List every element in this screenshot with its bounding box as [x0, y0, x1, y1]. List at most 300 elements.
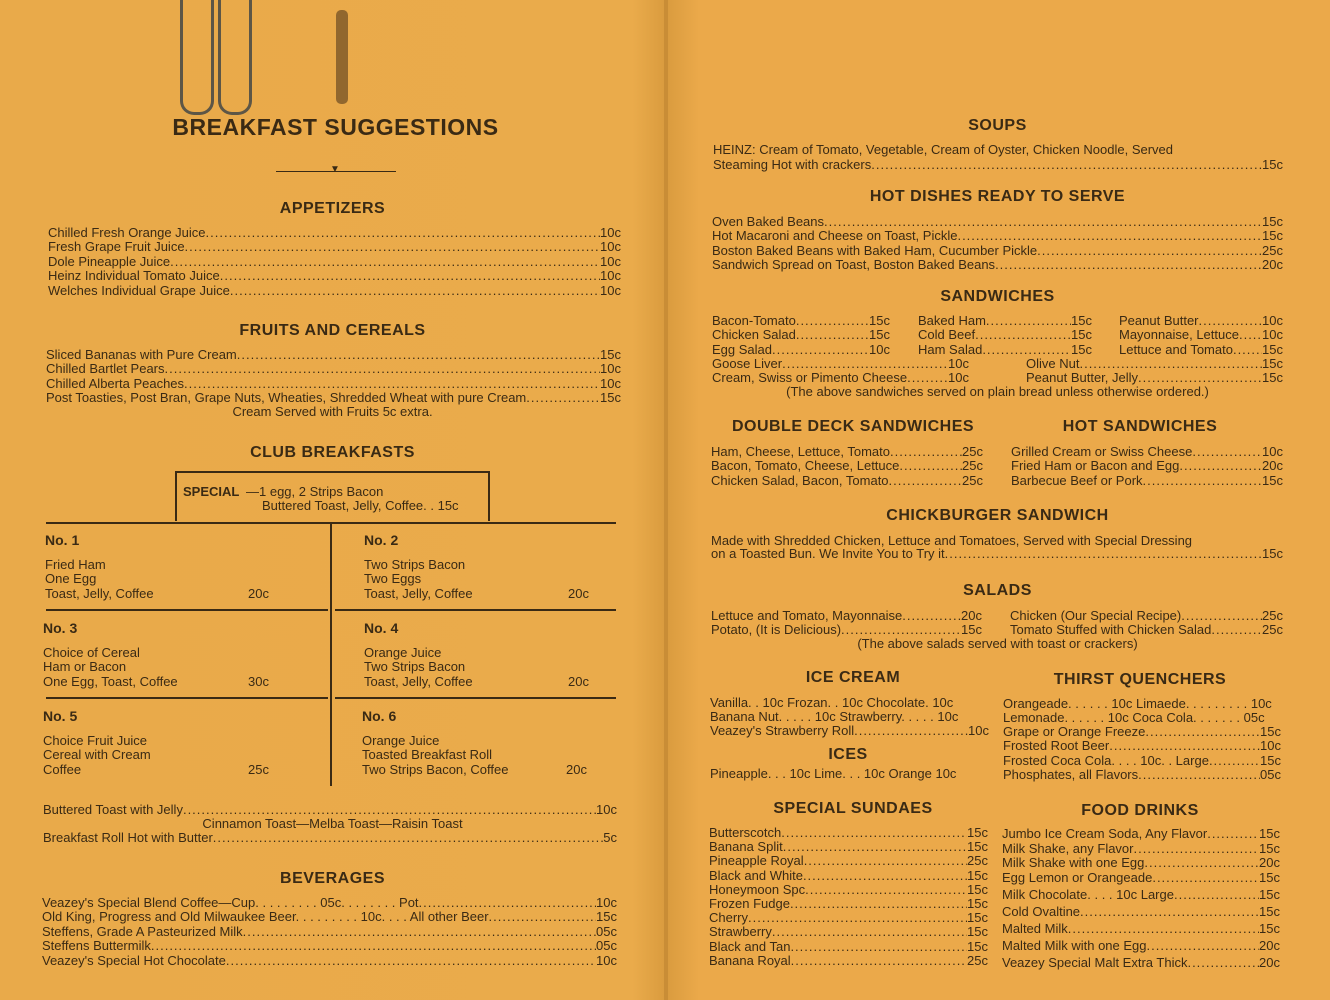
item-price: 10c: [948, 371, 969, 385]
item-price: 25c: [962, 459, 983, 474]
menu-item: [709, 826, 988, 840]
ice-cream-line: Banana Nut. . . . . 10c Strawberry. . . . . 10c: [710, 709, 959, 724]
special-label: SPECIAL: [183, 484, 240, 499]
menu-item: [1119, 314, 1283, 328]
item-price: 15c: [1259, 871, 1280, 885]
item-price: 10c: [600, 240, 621, 255]
item-name: Ham Salad: [918, 342, 983, 357]
menu-item: [709, 840, 988, 854]
item-price: 15c: [1259, 888, 1280, 902]
item-name: on a Toasted Bun. We Invite You to Try it: [711, 547, 945, 561]
dot-leader: [165, 362, 601, 376]
item-name: Chicken Salad: [712, 328, 796, 343]
menu-item: [43, 803, 617, 817]
dot-leader: [1080, 905, 1259, 919]
dot-leader: [1109, 739, 1260, 753]
club-item: Toast, Jelly, Coffee: [364, 673, 473, 689]
club-item: Choice Fruit Juice: [43, 733, 148, 748]
item-price: 10c: [600, 226, 621, 240]
club-item: Fried Ham: [45, 557, 106, 572]
menu-item: [1002, 827, 1280, 841]
item-name: Cream, Swiss or Pimento Cheese: [712, 371, 908, 385]
dot-leader: [890, 445, 962, 459]
item-price: 15c: [967, 939, 988, 954]
item-name: Egg Salad: [712, 342, 772, 357]
dot-leader: [243, 925, 596, 939]
item-price: 10c: [600, 269, 621, 284]
dot-leader: [1233, 343, 1262, 357]
item-name: Welches Individual Grape Juice: [48, 283, 230, 298]
item-price: 15c: [1262, 473, 1283, 488]
item-price: 15c: [967, 897, 988, 911]
menu-item: [1002, 842, 1280, 856]
item-name: Tomato Stuffed with Chicken Salad: [1010, 623, 1212, 638]
grid-line: [46, 609, 328, 611]
item-name: Sliced Bananas with Pure Cream: [46, 348, 237, 362]
section-heading: THIRST QUENCHERS: [1053, 671, 1227, 688]
item-name: Cherry: [709, 911, 749, 926]
menu-item: [712, 371, 969, 385]
section-heading: HOT SANDWICHES: [1062, 418, 1218, 435]
club-item: Two Strips Bacon, Coffee: [362, 761, 509, 777]
menu-item: [712, 229, 1283, 243]
club-item: Toast, Jelly, Coffee: [45, 585, 154, 601]
ices-line: Pineapple. . . 10c Lime. . . 10c Orange 10c: [710, 766, 957, 781]
dot-leader: [1209, 754, 1260, 768]
menu-item: [918, 343, 1092, 357]
dot-leader: [1147, 939, 1260, 953]
item-name: Milk Shake, any Flavor: [1002, 842, 1134, 856]
item-name: Grape or Orange Freeze: [1003, 725, 1146, 739]
item-name: Steaming Hot with crackers: [713, 158, 872, 172]
item-name: Heinz Individual Tomato Juice: [48, 269, 220, 284]
item-name: Lettuce and Tomato, Mayonnaise: [711, 609, 903, 623]
item-price: 25c: [967, 854, 988, 869]
menu-item: [713, 158, 1283, 172]
club-item: Two Strips Bacon: [364, 557, 466, 572]
menu-item: [48, 269, 621, 283]
dot-leader: [957, 229, 1262, 243]
club-item: Two Strips Bacon: [364, 659, 466, 675]
menu-item: [918, 328, 1092, 342]
menu-item: [43, 831, 617, 845]
item-name: Post Toasties, Post Bran, Grape Nuts, Wheaties, Shredded Wheat with pure Cream: [46, 391, 527, 406]
item-price: 10c: [600, 283, 621, 298]
dot-leader: [1134, 842, 1260, 856]
section-heading: ICE CREAM: [805, 669, 901, 686]
menu-item: [709, 925, 988, 939]
dot-leader: [1211, 623, 1262, 637]
dot-leader: [995, 258, 1262, 272]
menu-item: [709, 940, 988, 954]
ornament-icon: ▼: [330, 164, 340, 175]
menu-item: [1003, 754, 1281, 768]
paper-clip-icon: [180, 0, 214, 115]
item-name: Frosted Coca Cola. . . . 10c. . Large: [1003, 753, 1209, 768]
menu-item: [712, 357, 969, 371]
item-name: Veazey's Special Blend Coffee—Cup. . . . . . . . . 05c. . . . . . . . Pot: [42, 896, 419, 910]
item-price: 10c: [1262, 328, 1283, 343]
item-price: 25c: [962, 473, 983, 488]
item-name: Strawberry: [709, 925, 772, 940]
item-price: 15c: [1262, 158, 1283, 172]
menu-item: [1010, 609, 1283, 623]
item-name: Barbecue Beef or Pork: [1011, 473, 1143, 488]
item-price: 25c: [962, 445, 983, 459]
soup-description: HEINZ: Cream of Tomato, Vegetable, Cream of Oyster, Chicken Noodle, Served: [713, 142, 1174, 157]
dot-leader: [1239, 328, 1262, 342]
item-price: 20c: [1259, 939, 1280, 953]
item-price: 15c: [1071, 314, 1092, 328]
item-price: 10c: [1262, 445, 1283, 459]
menu-item: [42, 896, 617, 910]
item-name: Peanut Butter: [1119, 314, 1199, 328]
club-item: Two Eggs: [364, 571, 422, 587]
item-price: 10c: [869, 342, 890, 357]
item-name: Potato, (It is Delicious): [711, 623, 842, 638]
dot-leader: [220, 269, 600, 283]
ice-cream-line: Vanilla. . 10c Frozan. . 10c Chocolate. 10c: [710, 695, 954, 710]
club-number: No. 6: [362, 708, 397, 724]
item-price: 10c: [600, 362, 621, 377]
item-price: 15c: [1260, 753, 1281, 768]
item-name: Chilled Alberta Peaches: [46, 376, 185, 391]
menu-item: [1003, 725, 1281, 739]
menu-item: [711, 474, 983, 488]
club-item: Toasted Breakfast Roll: [362, 747, 493, 763]
dot-leader: [783, 840, 967, 854]
item-name: Breakfast Roll Hot with Butter: [43, 831, 213, 845]
item-name: Chicken (Our Special Recipe): [1010, 609, 1182, 623]
dot-leader: [526, 391, 600, 405]
item-price: 20c: [961, 609, 982, 623]
item-name: Fried Ham or Bacon and Egg: [1011, 459, 1180, 474]
menu-item: [1026, 357, 1283, 371]
menu-item: [46, 377, 621, 391]
menu-item: [709, 954, 988, 968]
menu-item: [1002, 871, 1280, 885]
dot-leader: [805, 883, 967, 897]
menu-item: [1011, 459, 1283, 473]
section-heading: BEVERAGES: [280, 870, 385, 887]
item-name: Baked Ham: [918, 314, 986, 328]
dot-leader: [902, 609, 961, 623]
item-name: Peanut Butter, Jelly: [1026, 371, 1139, 385]
dot-leader: [184, 377, 600, 391]
menu-item: [48, 284, 621, 298]
menu-item: [1119, 328, 1283, 342]
menu-item: [709, 911, 988, 925]
section-heading: HOT DISHES READY TO SERVE: [869, 188, 1126, 205]
menu-item: [1002, 888, 1280, 902]
item-price: 15c: [1262, 357, 1283, 371]
item-name: Chicken Salad, Bacon, Tomato: [711, 473, 889, 488]
item-price: 20c: [1259, 956, 1280, 970]
item-price: 10c: [948, 357, 969, 371]
item-price: 10c: [1260, 739, 1281, 754]
menu-item: [42, 939, 617, 953]
dot-leader: [871, 158, 1262, 172]
dot-leader: [975, 328, 1071, 342]
menu-item: [48, 255, 621, 269]
menu-item: [711, 459, 983, 473]
dot-leader: [1199, 314, 1263, 328]
menu-item: [1002, 856, 1280, 870]
item-name: Cold Beef: [918, 328, 976, 343]
section-heading: FRUITS AND CEREALS: [239, 322, 426, 339]
item-name: Bacon-Tomato: [712, 314, 796, 328]
grid-line: [330, 522, 332, 786]
club-item: Coffee: [43, 761, 82, 777]
menu-item: [709, 883, 988, 897]
menu-item: [48, 226, 621, 240]
dot-leader: [986, 314, 1071, 328]
toast-options: Cinnamon Toast—Melba Toast—Raisin Toast: [202, 816, 463, 831]
item-name: Chilled Fresh Orange Juice: [48, 226, 206, 240]
club-price: 20c: [566, 761, 587, 777]
item-price: 05c: [596, 924, 617, 939]
item-price: 20c: [1259, 856, 1280, 870]
item-price: 15c: [1262, 547, 1283, 561]
section-heading: ICES: [828, 746, 868, 763]
menu-item: [42, 954, 617, 968]
club-item: One Egg: [45, 571, 97, 587]
menu-item: [1026, 371, 1283, 385]
item-price: 10c: [596, 953, 617, 968]
item-price: 15c: [967, 911, 988, 926]
dot-leader: [945, 547, 1262, 561]
dot-leader: [237, 348, 600, 362]
item-price: 20c: [1262, 459, 1283, 474]
club-item: Ham or Bacon: [43, 659, 127, 675]
dot-leader: [772, 343, 869, 357]
dot-leader: [782, 357, 948, 371]
item-name: Lettuce and Tomato: [1119, 342, 1233, 357]
item-price: 15c: [1262, 215, 1283, 229]
dot-leader: [982, 343, 1071, 357]
club-item: Orange Juice: [362, 733, 440, 748]
item-name: Jumbo Ice Cream Soda, Any Flavor: [1002, 827, 1208, 841]
dot-leader: [1144, 856, 1259, 870]
item-name: Butterscotch: [709, 826, 782, 840]
dot-leader: [1179, 459, 1262, 473]
section-heading: SALADS: [963, 582, 1032, 599]
item-name: Frosted Root Beer: [1003, 739, 1110, 754]
item-price: 15c: [1262, 371, 1283, 385]
dot-leader: [1068, 922, 1259, 936]
menu-item: [709, 854, 988, 868]
dot-leader: [781, 826, 967, 840]
item-price: 25c: [1262, 623, 1283, 638]
dot-leader: [1138, 768, 1260, 782]
dot-leader: [170, 255, 600, 269]
dot-leader: [1187, 956, 1259, 970]
paper-clip-icon: [218, 0, 252, 115]
dot-leader: [1143, 474, 1263, 488]
club-price: 20c: [568, 673, 589, 689]
item-price: 15c: [869, 314, 890, 328]
item-name: Fresh Grape Fruit Juice: [48, 240, 185, 255]
club-number: No. 2: [364, 532, 399, 548]
item-name: Grilled Cream or Swiss Cheese: [1011, 445, 1193, 459]
item-price: 15c: [1259, 922, 1280, 936]
dot-leader: [907, 371, 948, 385]
club-item: Orange Juice: [364, 645, 442, 660]
item-price: 15c: [1262, 342, 1283, 357]
item-price: 25c: [1262, 609, 1283, 623]
item-name: Veazey Special Malt Extra Thick: [1002, 956, 1188, 970]
club-price: 20c: [248, 585, 269, 601]
item-name: Honeymoon Spc: [709, 882, 806, 897]
item-name: Old King, Progress and Old Milwaukee Beer. . . . . . . . . 10c. . . . All other Beer: [42, 910, 489, 925]
dot-leader: [889, 474, 963, 488]
thirst-line: Lemonade. . . . . . 10c Coca Cola. . . . . . . 05c: [1003, 710, 1265, 725]
item-name: Goose Liver: [712, 357, 783, 371]
menu-item: [48, 240, 621, 254]
section-heading: DOUBLE DECK SANDWICHES: [731, 418, 975, 435]
item-price: 10c: [600, 254, 621, 269]
dot-leader: [1174, 888, 1259, 902]
menu-item: [711, 547, 1283, 561]
menu-item: [709, 897, 988, 911]
item-price: 20c: [1262, 258, 1283, 273]
section-heading: SANDWICHES: [940, 288, 1055, 305]
menu-item: [42, 925, 617, 939]
dot-leader: [772, 925, 967, 939]
item-name: Malted Milk: [1002, 922, 1068, 936]
section-heading: CHICKBURGER SANDWICH: [886, 507, 1109, 524]
item-name: Veazey's Special Hot Chocolate: [42, 953, 226, 968]
menu-item: [712, 343, 890, 357]
menu-item: [709, 869, 988, 883]
menu-item: [712, 328, 890, 342]
dot-leader: [206, 226, 601, 240]
item-name: Oven Baked Beans: [712, 215, 825, 229]
dot-leader: [796, 328, 869, 342]
dot-leader: [230, 284, 600, 298]
thirst-line: Orangeade. . . . . . 10c Limaede. . . . . . . . . 10c: [1003, 696, 1272, 711]
item-price: 5c: [603, 831, 617, 845]
chickburger-description: Made with Shredded Chicken, Lettuce and Tomatoes, Served with Special Dressing: [711, 533, 1193, 548]
item-price: 15c: [600, 391, 621, 406]
dot-leader: [185, 240, 600, 254]
item-price: 15c: [967, 882, 988, 897]
dot-leader: [899, 459, 962, 473]
menu-item: [712, 258, 1283, 272]
dot-leader: [790, 940, 967, 954]
dot-leader: [226, 954, 596, 968]
dot-leader: [213, 831, 603, 845]
grid-line: [335, 697, 616, 699]
item-price: 15c: [1259, 827, 1280, 841]
club-number: No. 3: [43, 620, 78, 636]
sandwich-note: (The above sandwiches served on plain bread unless otherwise ordered.): [786, 384, 1209, 399]
dot-leader: [748, 911, 967, 925]
item-name: Frozen Fudge: [709, 897, 790, 911]
cream-note: Cream Served with Fruits 5c extra.: [232, 404, 433, 419]
item-name: Pineapple Royal: [709, 854, 804, 869]
item-price: 15c: [869, 328, 890, 343]
club-item: Cereal with Cream: [43, 747, 151, 763]
dot-leader: [796, 314, 869, 328]
item-price: 05c: [596, 939, 617, 954]
stain-mark: [336, 10, 348, 104]
page-fold: [664, 0, 668, 1000]
section-heading: SOUPS: [968, 117, 1027, 134]
salad-note: (The above salads served with toast or crackers): [857, 636, 1138, 651]
item-price: 15c: [1259, 842, 1280, 856]
dot-leader: [1145, 725, 1260, 739]
item-name: Cold Ovaltine: [1002, 905, 1081, 919]
item-price: 15c: [596, 910, 617, 925]
item-name: Olive Nut: [1026, 357, 1080, 371]
item-price: 10c: [600, 376, 621, 391]
item-price: 15c: [967, 826, 988, 840]
item-name: Banana Split: [709, 840, 783, 855]
menu-item: [711, 609, 982, 623]
menu-item: [1003, 768, 1281, 782]
section-heading: APPETIZERS: [279, 200, 386, 217]
club-price: 30c: [248, 673, 269, 689]
menu-item: [1011, 445, 1283, 459]
dot-leader: [183, 803, 596, 817]
special-line: —1 egg, 2 Strips Bacon: [246, 484, 384, 499]
item-price: 15c: [967, 868, 988, 883]
dot-leader: [419, 896, 596, 910]
dot-leader: [1152, 871, 1259, 885]
menu-item: [918, 314, 1092, 328]
dot-leader: [791, 954, 967, 968]
menu-item: [711, 445, 983, 459]
dot-leader: [803, 869, 967, 883]
menu-item: [1002, 922, 1280, 936]
item-price: 15c: [1259, 905, 1280, 919]
dot-leader: [854, 724, 968, 738]
dot-leader: [1079, 357, 1262, 371]
menu-item: [712, 314, 890, 328]
dot-leader: [1181, 609, 1262, 623]
dot-leader: [790, 897, 967, 911]
dot-leader: [489, 910, 596, 924]
item-name: Dole Pineapple Juice: [48, 254, 171, 269]
special-line: Buttered Toast, Jelly, Coffee. . 15c: [262, 498, 459, 513]
dot-leader: [824, 215, 1262, 229]
item-name: Hot Macaroni and Cheese on Toast, Pickle: [712, 229, 958, 244]
item-price: 15c: [967, 925, 988, 940]
item-name: Mayonnaise, Lettuce: [1119, 328, 1239, 343]
menu-item: [42, 910, 617, 924]
item-price: 15c: [961, 623, 982, 638]
item-price: 15c: [967, 840, 988, 855]
page-title: BREAKFAST SUGGESTIONS: [172, 114, 499, 140]
menu-item: [1002, 956, 1280, 970]
section-heading: CLUB BREAKFASTS: [250, 444, 415, 461]
item-price: 15c: [1071, 328, 1092, 343]
menu-item: [1002, 905, 1280, 919]
menu-item: [710, 724, 989, 738]
dot-leader: [151, 939, 596, 953]
menu-item: [46, 362, 621, 376]
menu-item: [1119, 343, 1283, 357]
dot-leader: [804, 854, 967, 868]
section-heading: SPECIAL SUNDAES: [773, 800, 933, 817]
club-number: No. 4: [364, 620, 399, 636]
dot-leader: [1138, 371, 1262, 385]
item-name: Black and Tan: [709, 939, 791, 954]
item-price: 05c: [1260, 768, 1281, 783]
menu-item: [712, 215, 1283, 229]
club-number: No. 1: [45, 532, 80, 548]
